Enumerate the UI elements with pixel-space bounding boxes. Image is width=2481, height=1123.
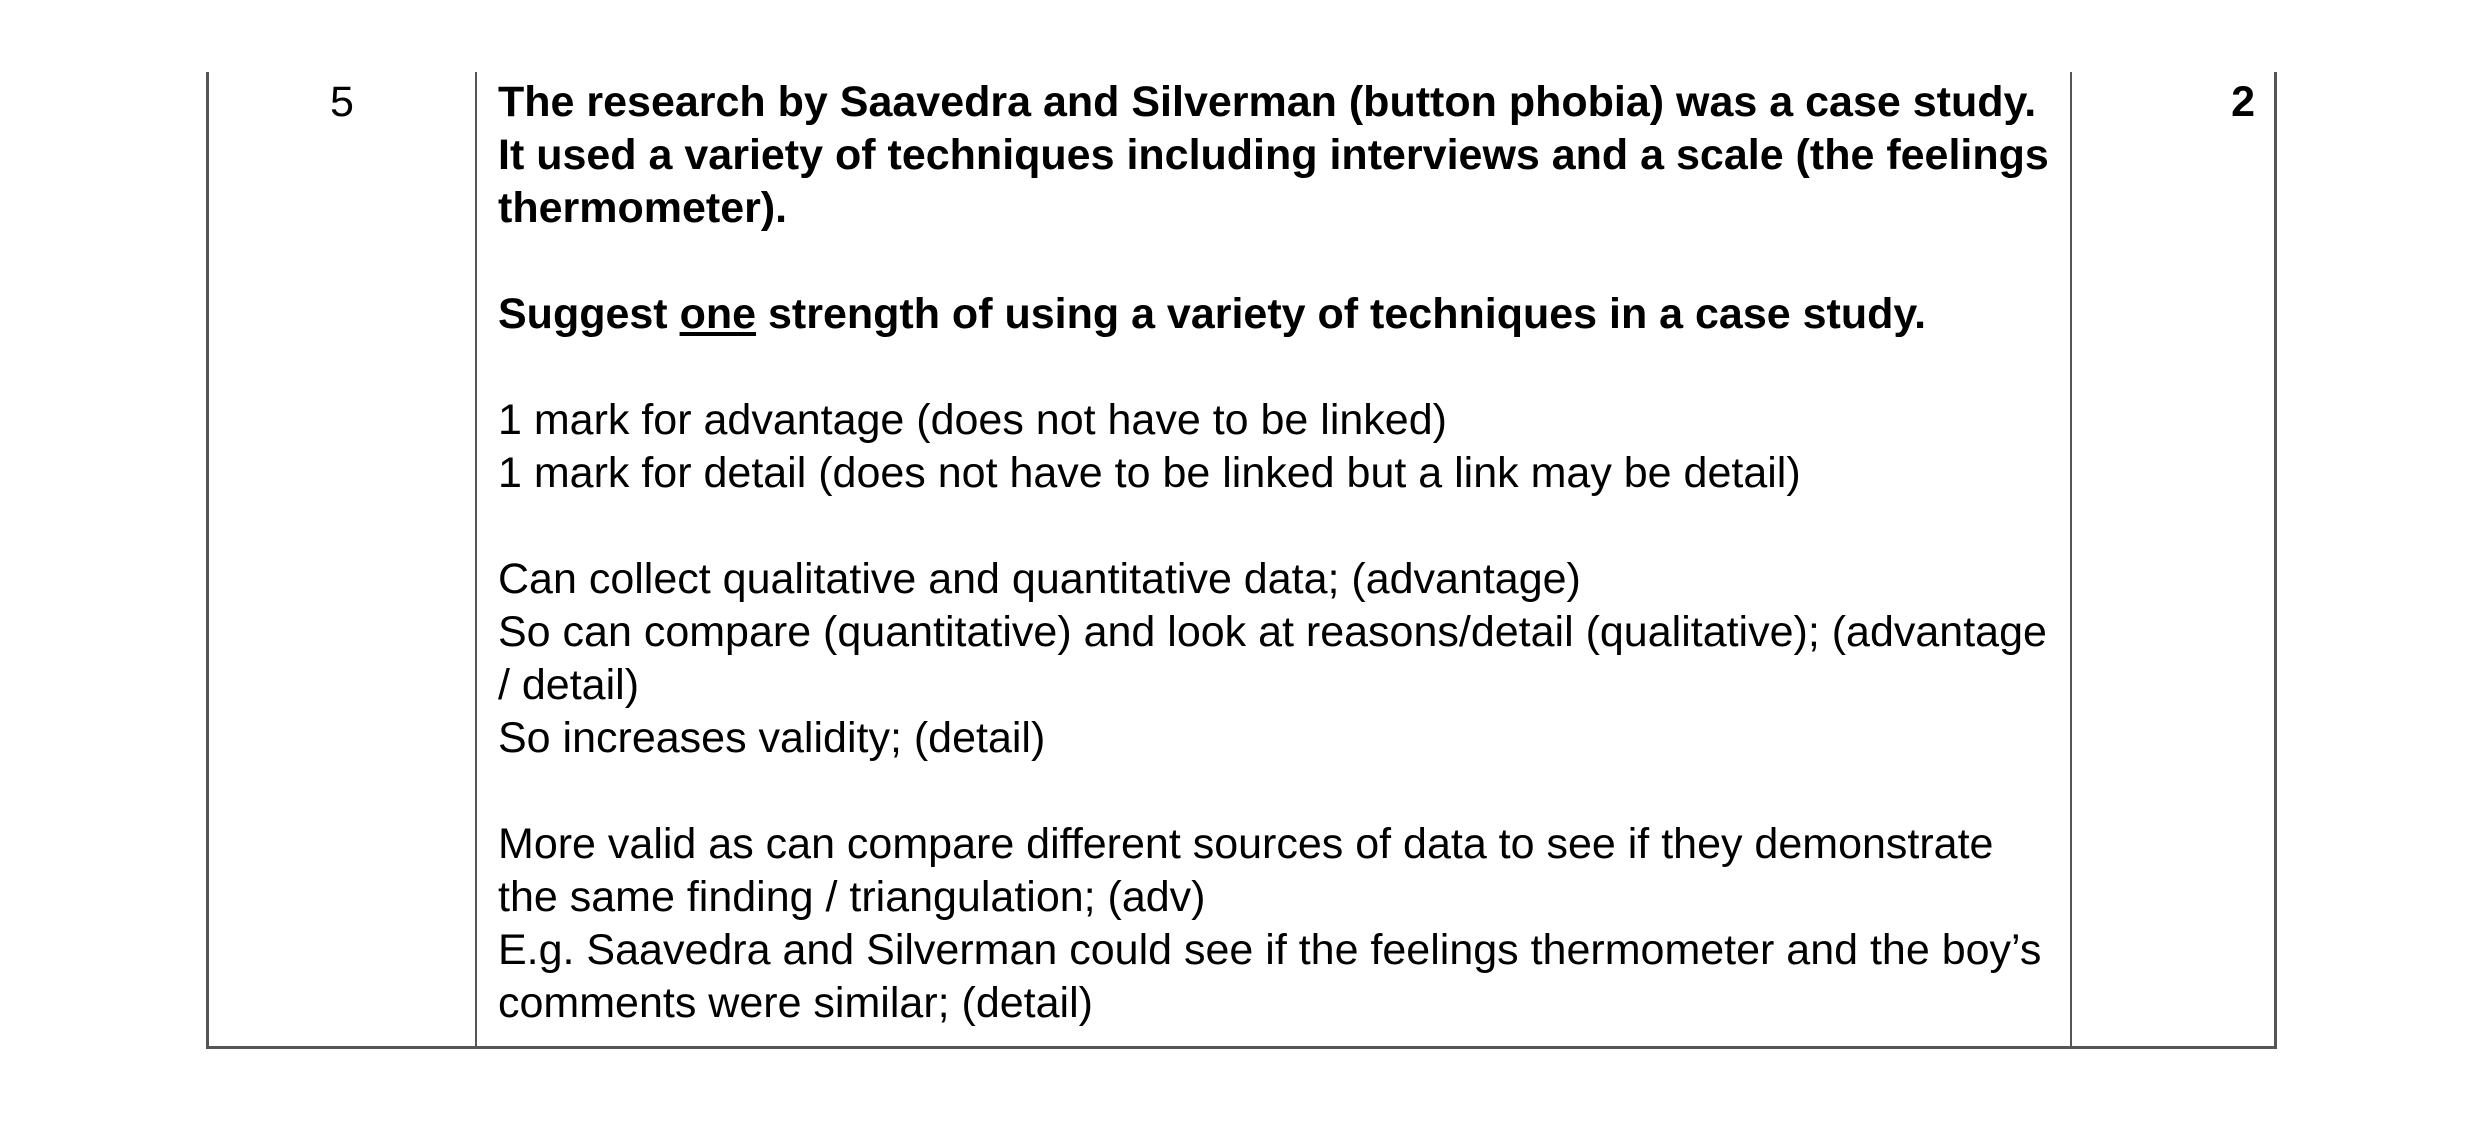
question-number: 5 bbox=[330, 78, 354, 126]
marks-value: 2 bbox=[2231, 78, 2255, 126]
answer-block bbox=[498, 818, 2058, 1030]
task-emphasis: one bbox=[679, 290, 757, 338]
guidance-line: 1 mark for detail (does not have to be linked but a link may be detail) bbox=[498, 449, 1801, 497]
answer-cell bbox=[498, 76, 2058, 1030]
answer-line: So increases validity; (detail) bbox=[498, 714, 1046, 762]
answer-block bbox=[498, 553, 2058, 765]
task-text-after: strength of using a variety of techniques in a case study. bbox=[756, 290, 1927, 338]
answer-line: E.g. Saavedra and Silverman could see if the feelings thermometer and the boy’s comments were similar; (detail) bbox=[498, 926, 2042, 1027]
answer-line: Can collect qualitative and quantitative data; (advantage) bbox=[498, 555, 1581, 603]
mark-scheme-table bbox=[206, 72, 2277, 1049]
answer-line: So can compare (quantitative) and look at reasons/detail (qualitative); (advantage / detail) bbox=[498, 608, 2047, 709]
mark-scheme-guidance bbox=[498, 394, 2058, 500]
column-divider bbox=[2070, 72, 2072, 1046]
question-task bbox=[498, 288, 2058, 341]
task-text-before: Suggest bbox=[498, 290, 680, 338]
column-divider bbox=[475, 72, 477, 1046]
question-stem: The research by Saavedra and Silverman (button phobia) was a case study. It used a variety of techniques including interviews and a scale (the feelings thermometer). bbox=[498, 78, 2049, 232]
answer-line: More valid as can compare different sources of data to see if they demonstrate the same finding / triangulation; (adv) bbox=[498, 820, 1994, 921]
guidance-line: 1 mark for advantage (does not have to be linked) bbox=[498, 396, 1447, 444]
